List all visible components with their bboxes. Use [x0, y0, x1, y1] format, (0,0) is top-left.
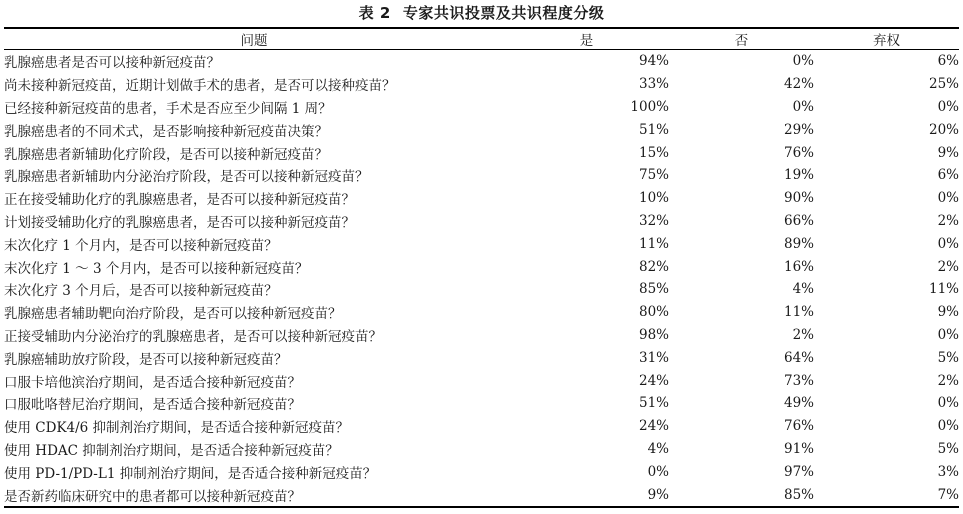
table-row: [4, 392, 959, 415]
table-row: [4, 438, 959, 461]
no-cell: 66%: [783, 212, 814, 229]
no-cell: 90%: [783, 190, 814, 207]
no-cell: 19%: [783, 167, 814, 184]
question-cell: 尚未接种新冠疫苗，近期计划做手术的患者，是否可以接种疫苗？: [4, 78, 396, 95]
abstain-cell: 0%: [937, 395, 959, 412]
table-body: [4, 50, 959, 507]
question-cell: 正接受辅助内分泌治疗的乳腺癌患者，是否可以接种新冠疫苗？: [4, 328, 382, 345]
abstain-cell: 7%: [937, 486, 959, 503]
abstain-cell: 2%: [937, 372, 959, 389]
abstain-cell: 0%: [937, 326, 959, 343]
question-cell: 乳腺癌患者是否可以接种新冠疫苗？: [4, 55, 220, 72]
no-cell: 0%: [792, 53, 814, 70]
yes-cell: 82%: [638, 258, 669, 275]
table-row: [4, 118, 959, 141]
no-cell: 76%: [783, 144, 814, 161]
question-cell: 正在接受辅助化疗的乳腺癌患者，是否可以接种新冠疫苗？: [4, 192, 355, 209]
yes-cell: 51%: [638, 121, 669, 138]
question-cell: 使用 CDK4/6 抑制剂治疗期间，是否适合接种新冠疫苗？: [4, 420, 350, 437]
abstain-cell: 0%: [937, 190, 959, 207]
question-cell: 口服吡咯替尼治疗期间，是否适合接种新冠疫苗？: [4, 397, 301, 414]
no-cell: 0%: [792, 98, 814, 115]
abstain-cell: 2%: [937, 258, 959, 275]
table-title: 专家共识投票及共识程度分级: [402, 4, 605, 22]
table-row: [4, 232, 959, 255]
table-number: 表 2: [358, 4, 391, 22]
no-cell: 85%: [783, 486, 814, 503]
abstain-cell: 25%: [928, 76, 959, 93]
yes-cell: 94%: [638, 53, 669, 70]
no-cell: 11%: [783, 304, 814, 321]
table-row: [4, 141, 959, 164]
table-row: [4, 255, 959, 278]
question-cell: 末次化疗 1 个月内，是否可以接种新冠疫苗？: [4, 237, 278, 254]
header-abstain: 弃权: [873, 33, 900, 49]
question-cell: 已经接种新冠疫苗的患者，手术是否应至少间隔 1 周？: [4, 100, 332, 117]
no-cell: 97%: [783, 463, 814, 480]
no-cell: 2%: [792, 326, 814, 343]
table-row: [4, 369, 959, 392]
abstain-cell: 6%: [937, 53, 959, 70]
abstain-cell: 5%: [937, 440, 959, 457]
question-cell: 使用 PD-1/PD-L1 抑制剂治疗期间，是否适合接种新冠疫苗？: [4, 465, 377, 482]
yes-cell: 9%: [647, 486, 669, 503]
abstain-cell: 3%: [937, 463, 959, 480]
no-cell: 49%: [783, 395, 814, 412]
abstain-cell: 0%: [937, 418, 959, 435]
abstain-cell: 11%: [928, 281, 959, 298]
no-cell: 76%: [783, 418, 814, 435]
table-row: [4, 50, 959, 73]
no-cell: 4%: [792, 281, 814, 298]
abstain-cell: 20%: [928, 121, 959, 138]
yes-cell: 11%: [638, 235, 669, 252]
no-cell: 89%: [783, 235, 814, 252]
yes-cell: 98%: [638, 326, 669, 343]
yes-cell: 85%: [638, 281, 669, 298]
question-cell: 使用 HDAC 抑制剂治疗期间，是否适合接种新冠疫苗？: [4, 442, 339, 459]
abstain-cell: 2%: [937, 212, 959, 229]
voting-results-table: [4, 27, 959, 508]
yes-cell: 32%: [638, 212, 669, 229]
no-cell: 42%: [783, 76, 814, 93]
abstain-cell: 5%: [937, 349, 959, 366]
no-cell: 91%: [783, 440, 814, 457]
yes-cell: 24%: [638, 372, 669, 389]
table-row: [4, 483, 959, 507]
table-row: [4, 187, 959, 210]
question-cell: 是否新药临床研究中的患者都可以接种新冠疫苗？: [4, 488, 301, 505]
question-cell: 末次化疗 1 ～ 3 个月内，是否可以接种新冠疫苗？: [4, 260, 309, 277]
header-no: 否: [734, 33, 749, 49]
table-row: [4, 210, 959, 233]
table-header: [4, 28, 959, 50]
table-row: [4, 346, 959, 369]
abstain-cell: 9%: [937, 144, 959, 161]
header-question: 问题: [240, 33, 268, 49]
yes-cell: 100%: [630, 98, 669, 115]
table-row: [4, 278, 959, 301]
header-row: [4, 28, 959, 50]
yes-cell: 31%: [638, 349, 669, 366]
abstain-cell: 6%: [937, 167, 959, 184]
table-row: [4, 301, 959, 324]
yes-cell: 0%: [647, 463, 669, 480]
yes-cell: 15%: [638, 144, 669, 161]
question-cell: 口服卡培他滨治疗期间，是否适合接种新冠疫苗？: [4, 374, 301, 391]
question-cell: 乳腺癌患者新辅助化疗阶段，是否可以接种新冠疫苗？: [4, 146, 328, 163]
question-cell: 乳腺癌辅助放疗阶段，是否可以接种新冠疫苗？: [4, 351, 288, 368]
abstain-cell: 9%: [937, 304, 959, 321]
table-row: [4, 96, 959, 119]
yes-cell: 24%: [638, 418, 669, 435]
table-row: [4, 164, 959, 187]
no-cell: 29%: [783, 121, 814, 138]
no-cell: 73%: [783, 372, 814, 389]
table-caption: [0, 2, 963, 24]
question-cell: 计划接受辅助化疗的乳腺癌患者，是否可以接种新冠疫苗？: [4, 214, 355, 231]
header-yes: 是: [579, 33, 594, 49]
yes-cell: 10%: [638, 190, 669, 207]
question-cell: 乳腺癌患者新辅助内分泌治疗阶段，是否可以接种新冠疫苗？: [4, 169, 369, 186]
question-cell: 乳腺癌患者辅助靶向治疗阶段，是否可以接种新冠疫苗？: [4, 306, 342, 323]
yes-cell: 33%: [638, 76, 669, 93]
table-row: [4, 415, 959, 438]
question-cell: 末次化疗 3 个月后，是否可以接种新冠疫苗？: [4, 283, 278, 300]
yes-cell: 4%: [647, 440, 669, 457]
abstain-cell: 0%: [937, 98, 959, 115]
yes-cell: 75%: [638, 167, 669, 184]
no-cell: 64%: [783, 349, 814, 366]
table-row: [4, 73, 959, 96]
yes-cell: 80%: [638, 304, 669, 321]
question-cell: 乳腺癌患者的不同术式，是否影响接种新冠疫苗决策？: [4, 123, 328, 140]
abstain-cell: 0%: [937, 235, 959, 252]
yes-cell: 51%: [638, 395, 669, 412]
no-cell: 16%: [783, 258, 814, 275]
table-row: [4, 460, 959, 483]
table-row: [4, 324, 959, 347]
